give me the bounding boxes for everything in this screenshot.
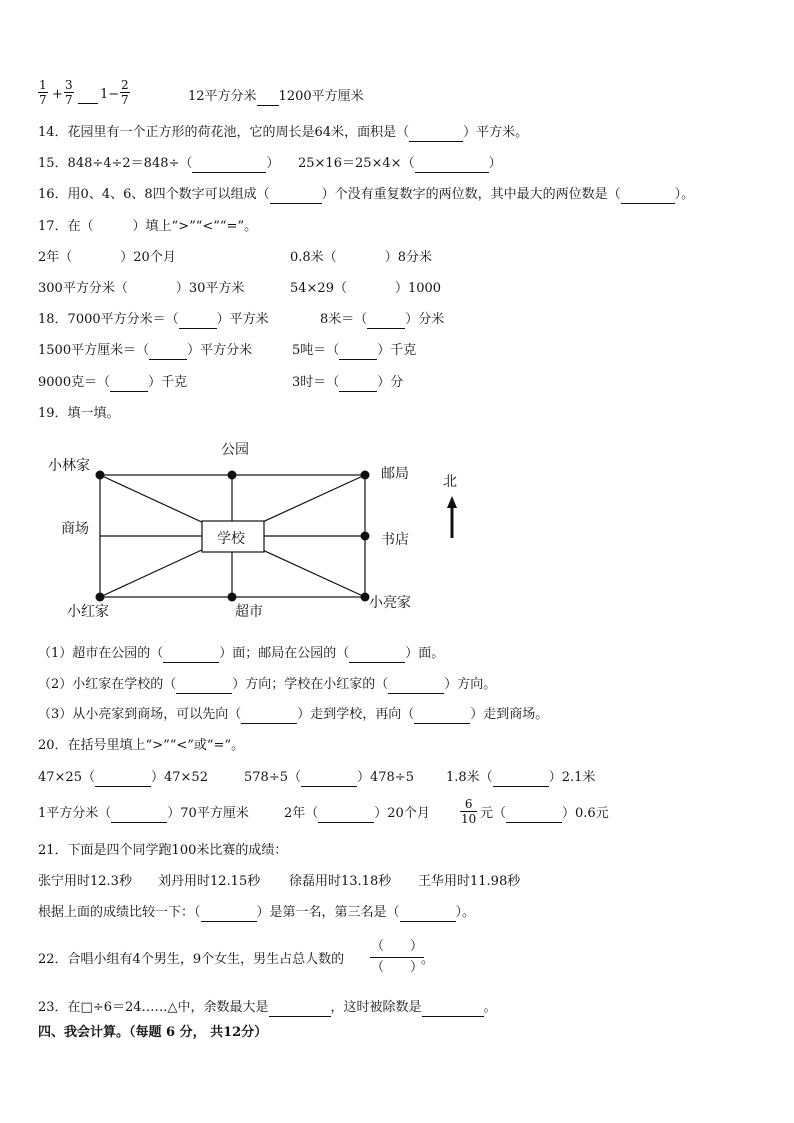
fraction-6-10 xyxy=(460,797,477,826)
point-supermarket xyxy=(228,593,237,602)
q15b-text: 25×16＝25×4×（ xyxy=(298,156,415,171)
q21-compare xyxy=(38,904,475,922)
q17-item-right: ）20个月 xyxy=(120,250,176,265)
q23-mid: ，这时被除数是 xyxy=(330,1000,422,1015)
one-minus: 1− xyxy=(100,87,120,102)
question-19-title: 19．填一填。 xyxy=(38,406,120,421)
answer-blank[interactable] xyxy=(349,648,405,663)
q19-sub-pre: （3）从小亮家到商场，可以先向（ xyxy=(38,707,242,722)
q18-post: ）平方分米 xyxy=(187,343,253,358)
answer-blank[interactable] xyxy=(493,772,549,787)
point-xiaolin-home xyxy=(96,471,105,480)
q21-result-4: 王华用时11.98秒 xyxy=(418,874,521,889)
question-22: 22．合唱小组有4个男生，9个女生，男生占总人数的 xyxy=(38,952,345,967)
label-school: 学校 xyxy=(217,531,245,547)
q19-sub-pre: （2）小红家在学校的（ xyxy=(38,677,177,692)
q17-item-left: 2年（ xyxy=(38,250,73,265)
q20-item-4 xyxy=(38,805,249,823)
q18-pre: 8米＝（ xyxy=(320,312,368,327)
q20-item-3 xyxy=(446,769,595,787)
q20-post: ）47×52 xyxy=(150,770,208,785)
q19-sub-mid: ）面；邮局在公园的（ xyxy=(219,646,350,661)
fraction-numerator: 6 xyxy=(460,797,477,812)
point-bookstore xyxy=(361,532,370,541)
answer-blank[interactable] xyxy=(422,1002,484,1017)
answer-blank[interactable] xyxy=(163,648,219,663)
q17-item-left: 300平方分米（ xyxy=(38,281,128,296)
answer-blank[interactable] xyxy=(111,808,167,823)
q19-sub-mid: ）方向；学校在小红家的（ xyxy=(232,677,389,692)
q20-pre: 47×25（ xyxy=(38,770,95,785)
q19-sub-mid: ）走到学校，再向（ xyxy=(297,707,415,722)
point-park xyxy=(228,471,237,480)
q15b-end: ） xyxy=(488,156,502,171)
q18-pre: 5吨＝（ xyxy=(292,343,340,358)
fraction-numerator: 2 xyxy=(121,78,129,92)
q19-sub-1 xyxy=(38,645,444,663)
left-quantity: 12平方分米 xyxy=(188,89,257,104)
right-quantity: 1200平方厘米 xyxy=(278,89,364,104)
q17-item-left: 54×29（ xyxy=(290,281,347,296)
fraction-answer-blank[interactable] xyxy=(370,937,424,978)
q19-sub-post: ）方向。 xyxy=(444,677,497,692)
label-xiaoliang-home: 小亮家 xyxy=(369,595,411,611)
q19-sub-3 xyxy=(38,706,548,724)
q18-pre: 9000克＝（ xyxy=(38,375,111,390)
q20-item-2 xyxy=(244,769,414,787)
point-post-office xyxy=(361,471,370,480)
label-mall: 商场 xyxy=(61,521,89,537)
plus-sign: + xyxy=(52,87,63,102)
label-bookstore: 书店 xyxy=(381,532,409,548)
q21-result-3: 徐磊用时13.18秒 xyxy=(289,874,392,889)
fraction-denominator: 7 xyxy=(121,93,129,107)
label-xiaohong-home: 小红家 xyxy=(67,604,109,620)
answer-blank[interactable] xyxy=(414,709,470,724)
answer-blank[interactable] xyxy=(176,679,232,694)
fraction-denominator: （ ） xyxy=(371,960,424,975)
q20-item-6 xyxy=(480,805,609,823)
q17-item-right: ）8分米 xyxy=(384,250,432,265)
q20-pre: 1平方分米（ xyxy=(38,806,112,821)
q20-post: ）0.6元 xyxy=(562,806,609,821)
q18-post: ）平方米 xyxy=(216,312,269,327)
q20-pre: 元（ xyxy=(480,806,507,821)
q17-item-left: 0.8米（ xyxy=(290,250,337,265)
label-xiaolin-home: 小林家 xyxy=(48,458,90,474)
answer-blank[interactable] xyxy=(269,1002,331,1017)
q20-item-5 xyxy=(284,805,430,823)
point-xiaohong-home xyxy=(96,593,105,602)
question-17-title: 17．在（ ）填上“>”“<”“=”。 xyxy=(38,219,258,234)
fraction-denominator: 10 xyxy=(461,812,477,826)
question-23 xyxy=(38,999,497,1017)
q21-compare-mid: ）是第一名，第三名是（ xyxy=(256,905,400,920)
q16-end: ）。 xyxy=(674,187,695,202)
q21-result-1: 张宁用时12.3秒 xyxy=(38,874,132,889)
q18-pre: 18．7000平方分米＝（ xyxy=(38,312,179,327)
answer-blank[interactable] xyxy=(301,772,357,787)
q20-item-1 xyxy=(38,769,208,787)
label-north: 北 xyxy=(443,474,457,490)
fraction-denominator: 7 xyxy=(65,93,73,107)
q14-text-end: ）平方米。 xyxy=(463,125,529,140)
q19-sub-2 xyxy=(38,676,496,694)
answer-blank[interactable] xyxy=(95,772,151,787)
q20-post: ）20个月 xyxy=(374,806,430,821)
q19-sub-post: ）走到商场。 xyxy=(470,707,549,722)
q20-post: ）70平方厘米 xyxy=(167,806,249,821)
q20-pre: 2年（ xyxy=(284,806,319,821)
q18-post: ）分米 xyxy=(405,312,445,327)
q21-compare-post: ）。 xyxy=(455,905,476,920)
answer-blank[interactable] xyxy=(388,679,444,694)
q17-item-right: ）1000 xyxy=(394,281,442,296)
q20-post: ）478÷5 xyxy=(356,770,414,785)
q21-result-2: 刘丹用时12.15秒 xyxy=(158,874,261,889)
q23-pre: 23．在□÷6＝24……△中，余数最大是 xyxy=(38,1000,269,1015)
question-21-title: 21．下面是四个同学跑100米比赛的成绩： xyxy=(38,843,288,858)
q19-sub-post: ）面。 xyxy=(405,646,445,661)
q22-end: 。 xyxy=(421,952,435,967)
q18-pre: 3时＝（ xyxy=(292,375,340,390)
section-4-heading: 四、我会计算。（每题 6 分， 共12分） xyxy=(38,1025,268,1040)
q16-mid: ）个没有重复数字的两位数，其中最大的两位数是（ xyxy=(321,187,621,202)
answer-blank[interactable] xyxy=(201,907,257,922)
label-park: 公园 xyxy=(221,442,249,458)
answer-blank[interactable] xyxy=(241,709,297,724)
q18-post: ）千克 xyxy=(377,343,417,358)
q20-pre: 578÷5（ xyxy=(244,770,301,785)
q20-pre: 1.8米（ xyxy=(446,770,493,785)
q17-item-right: ）30平方米 xyxy=(175,281,245,296)
fraction-numerator: 3 xyxy=(65,78,73,92)
answer-blank[interactable] xyxy=(506,808,562,823)
q16-text: 16．用0、4、6、8四个数字可以组成（ xyxy=(38,187,270,202)
q20-post: ）2.1米 xyxy=(548,770,596,785)
q18-pre: 1500平方厘米＝（ xyxy=(38,343,150,358)
q18-post: ）分 xyxy=(377,375,404,390)
q19-sub-pre: （1）超市在公园的（ xyxy=(38,646,164,661)
answer-blank[interactable] xyxy=(318,808,374,823)
q21-compare-pre: 根据上面的成绩比较一下：（ xyxy=(38,905,201,920)
fraction-denominator: 7 xyxy=(39,93,47,107)
fraction-numerator: 1 xyxy=(39,78,47,92)
question-20-title: 20．在括号里填上“>”“<”或“=”。 xyxy=(38,738,245,753)
label-supermarket: 超市 xyxy=(235,604,263,620)
q18-post: ）千克 xyxy=(148,375,188,390)
fraction-numerator: （ ） xyxy=(370,937,424,958)
label-post-office: 邮局 xyxy=(381,466,409,482)
q15a-end: ） xyxy=(266,156,280,171)
q14-text: 14．花园里有一个正方形的荷花池，它的周长是64米，面积是（ xyxy=(38,125,410,140)
q15a-text: 15．848÷4÷2＝848÷（ xyxy=(38,156,193,171)
answer-blank[interactable] xyxy=(400,907,456,922)
q23-post: 。 xyxy=(483,1000,497,1015)
